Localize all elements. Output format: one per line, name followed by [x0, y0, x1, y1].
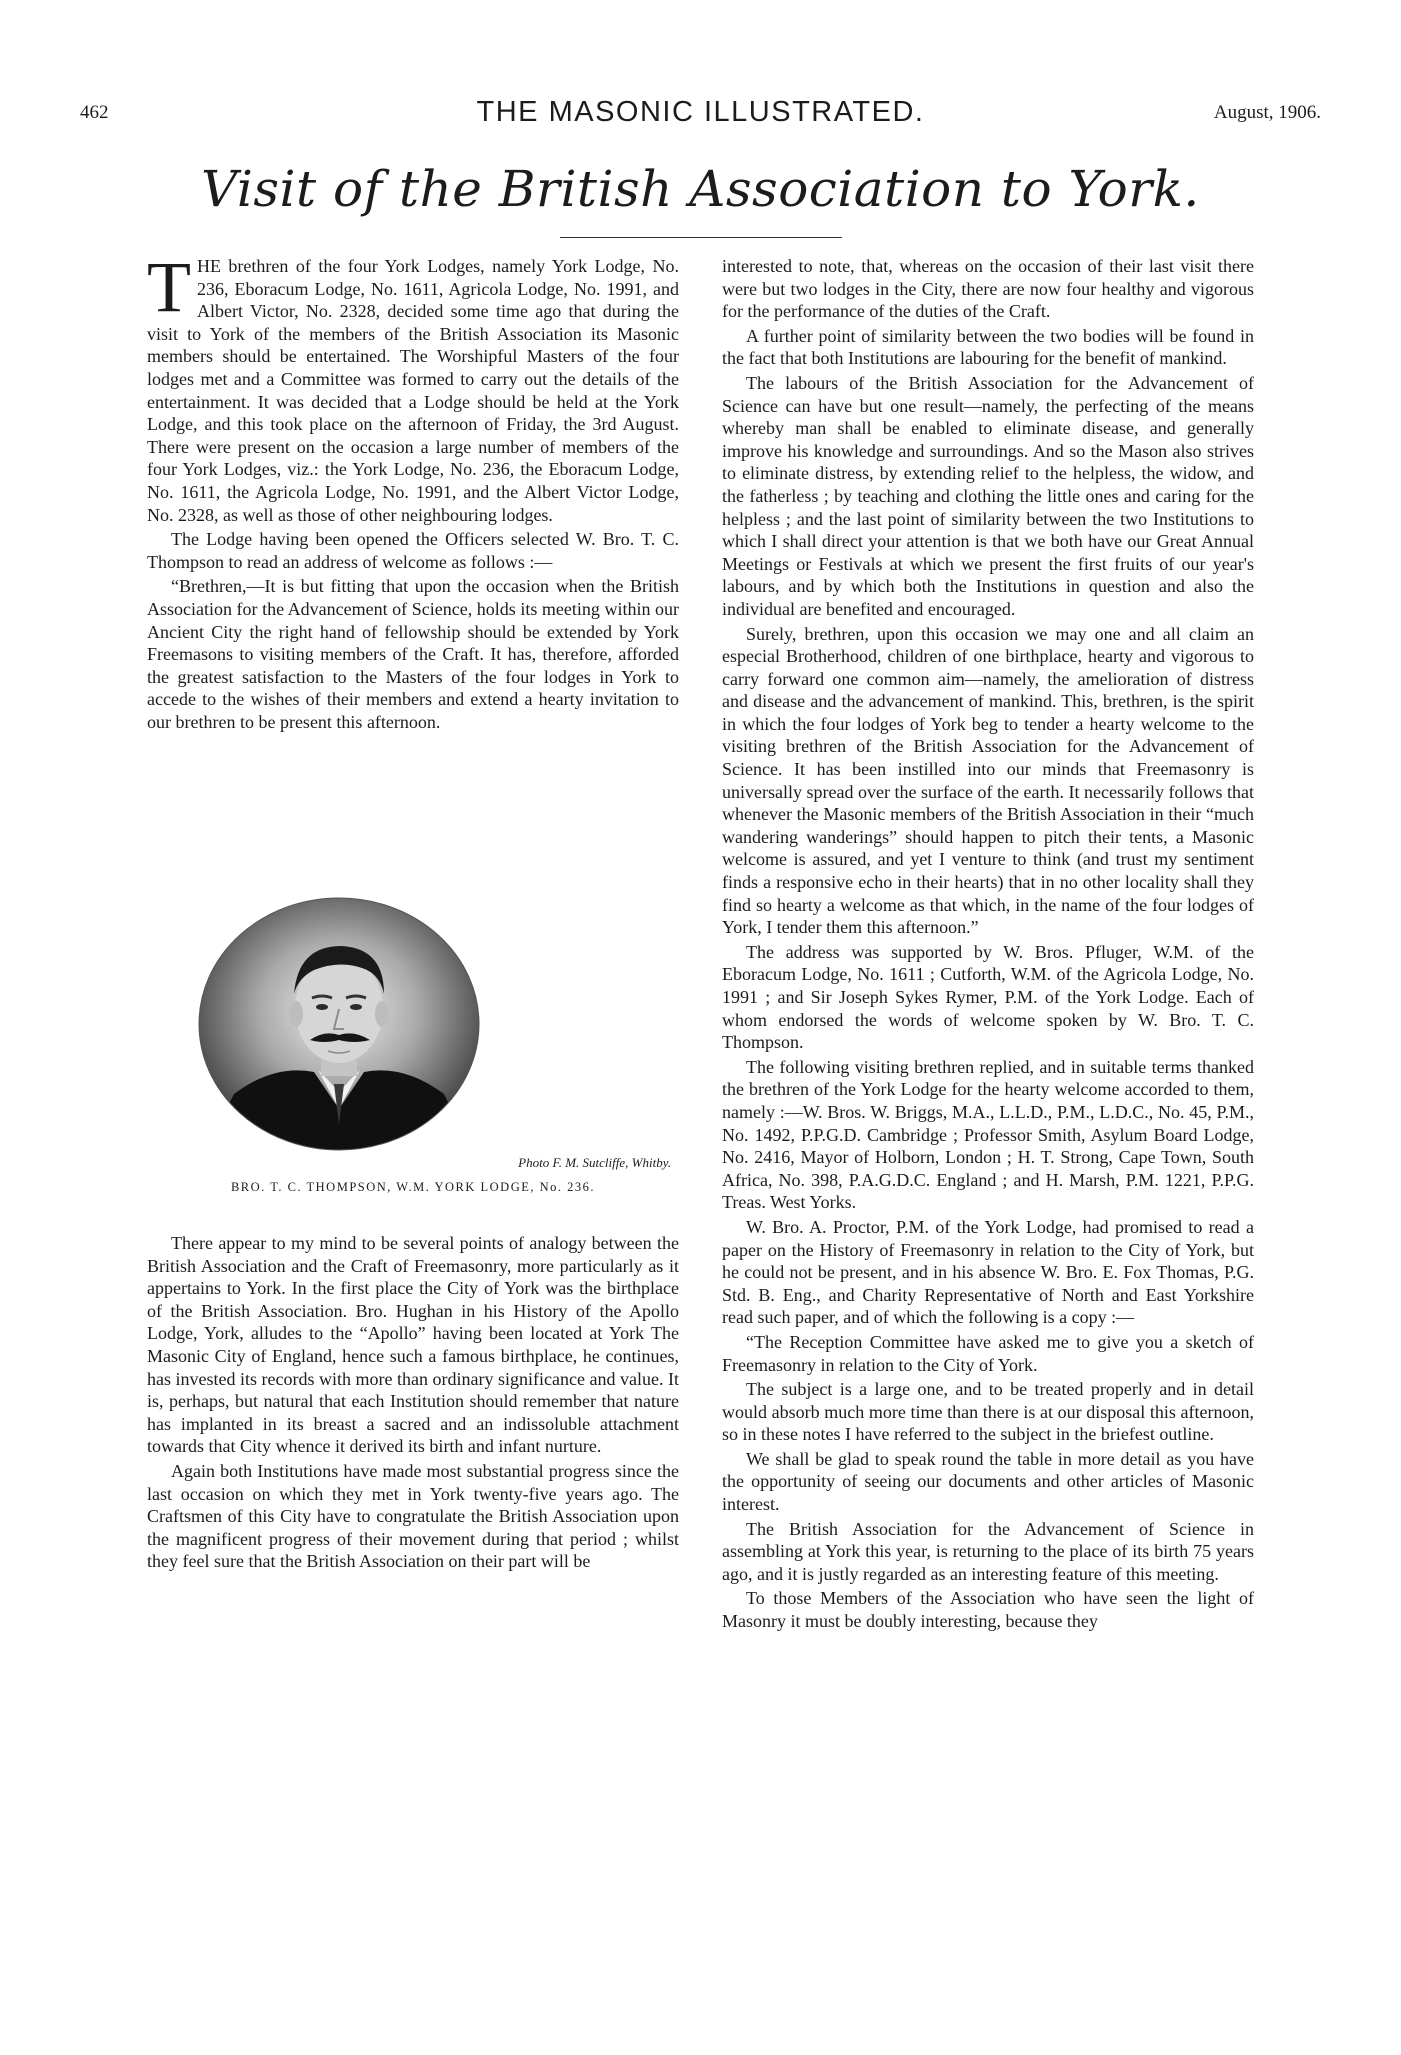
paragraph: There appear to my mind to be several points of analogy between the British Association and the Craft of Freemasonry, more particularly as it appertains to York. In the first place the City of York was the birthplace of the British Association. Bro. Hughan in his History of the Apollo Lodge, York, alludes to the “Apollo” having been located at York The Masonic City of England, hence such a famous birthplace, he continues, has invested its records with more than ordinary significance and value. It is, perhaps, but natural that each Institution should remember that nature has implanted in its breast a sacred and an indissoluble attachment towards that City whence it derived its birth and infant nurture. — [147, 1233, 679, 1457]
paragraph — [147, 247, 679, 526]
drop-cap: T — [147, 247, 191, 327]
paragraph: Surely, brethren, upon this occasion we may one and all claim an especial Brotherhood, children of one birthplace, hearty and vigorous to carry forward one common aim—namely, the amelioration of distress and disease and the advancement of mankind. This, brethren, is the spirit in which the four lodges of York beg to tender a hearty welcome to the visiting brethren of the British Association for the Advancement of Science. It has been instilled into our minds that Freemasonry is universally spread over the surface of the earth. It necessarily follows that whenever the Masonic members of the British Association in their “much wandering wanderings” should happen to pitch their tents, a Masonic welcome is assured, and yet I venture to think (and trust my sentiment finds a responsive echo in their hearts) that in no other locality shall they find so hearty a welcome as that which, in the name of the four lodges of York, I tender them this afternoon.” — [722, 623, 1254, 938]
title-rule — [560, 237, 842, 238]
left-column-bottom — [147, 1232, 679, 1575]
right-column — [722, 255, 1254, 1635]
left-column-top — [147, 247, 679, 735]
portrait-caption: BRO. T. C. THOMPSON, W.M. YORK LODGE, No. 236. — [230, 1180, 596, 1194]
paragraph: The labours of the British Association for the Advancement of Science can have but one result—namely, the perfecting of the means whereby man shall be enabled to eliminate disease, and generally improve his knowledge and surroundings. And so the Mason also strives to eliminate distress, by extending relief to the helpless, the widow, and the fatherless ; by teaching and clothing the little ones and caring for the helpless ; and the last point of similarity between the two Institutions to which I shall direct your attention is that we both have our Great Annual Meetings or Festivals at which we present the first fruits of our year's labours, and by which both the Institutions in question and also the individual are benefited and encouraged. — [722, 372, 1254, 619]
photo-credit: Photo F. M. Sutcliffe, Whitby. — [518, 1155, 671, 1170]
masthead — [80, 96, 1321, 132]
paragraph: The British Association for the Advancement of Science in assembling at York this year, is returning to the place of its birth 75 years ago, and it is justly regarded as an interesting feature of this meeting. — [722, 1518, 1254, 1584]
page-number: 462 — [80, 102, 109, 123]
paragraph-text: HE brethren of the four York Lodges, namely York Lodge, No. 236, Eboracum Lodge, No. 1611, Agricola Lodge, No. 1991, and Albert Victor, No. 2328, decided some time ago that during the visit to York of the members of the British Association its Masonic members should be entertained. The Worshipful Masters of the four lodges met and a Committee was formed to carry out the details of the entertainment. It was decided that a Lodge should be held at the York Lodge, and this took place on the afternoon of Friday, the 3rd August. There were present on the occasion a large number of members of the four York Lodges, viz.: the York Lodge, No. 236, the Eboracum Lodge, No. 1611, the Agricola Lodge, No. 1991, and the Albert Victor Lodge, No. 2328, as well as those of other neighbouring lodges. — [147, 256, 679, 525]
paragraph: A further point of similarity between the two bodies will be found in the fact that both Institutions are labouring for the benefit of mankind. — [722, 325, 1254, 369]
paragraph: W. Bro. A. Proctor, P.M. of the York Lodge, had promised to read a paper on the History of Freemasonry in relation to the City of York, but he could not be present, and in his absence W. Bro. E. Fox Thomas, P.G. Std. B. Eng., and Charity Representative of North and East Yorkshire read such paper, and of which the following is a copy :— — [722, 1216, 1254, 1328]
article-title: Visit of the British Association to York. — [201, 160, 1200, 218]
paragraph: “Brethren,—It is but fitting that upon the occasion when the British Association for the Advancement of Science, holds its meeting within our Ancient City the right hand of fellowship should be extended by York Freemasons to visiting members of the Craft. It has, therefore, afforded the greatest satisfaction to the Masters of the four lodges in York to accede to the wishes of their members and extend a hearty invitation to our brethren to be present this afternoon. — [147, 576, 679, 732]
paragraph: The following visiting brethren replied, and in suitable terms thanked the brethren of the York Lodge for the hearty welcome accorded to them, namely :—W. Bros. W. Briggs, M.A., L.L.D., P.M., L.D.C., No. 45, P.M., No. 1492, P.P.G.D. Cambridge ; Professor Smith, Asylum Board Lodge, No. 2416, Mayor of Holborn, London ; H. T. Strong, Cape Town, South Africa, No. 398, P.A.G.D.C. England ; and H. Marsh, P.M. 1221, P.P.G. Treas. West Yorks. — [722, 1056, 1254, 1213]
paragraph: We shall be glad to speak round the table in more detail as you have the opportunity of seeing our documents and other articles of Masonic interest. — [722, 1448, 1254, 1515]
paragraph: The subject is a large one, and to be treated properly and in detail would absorb much more time than there is at our disposal this afternoon, so in these notes I have referred to the subject in the briefest outline. — [722, 1379, 1254, 1445]
publication-title: THE MASONIC ILLUSTRATED. — [476, 96, 925, 128]
paragraph: The Lodge having been opened the Officers selected W. Bro. T. C. Thompson to read an address of welcome as follows :— — [147, 529, 679, 572]
paragraph: Again both Institutions have made most substantial progress since the last occasion on which they met in York twenty-five years ago. The Craftsmen of this City have to congratulate the British Association upon the magnificent progress of their movement during that period ; whilst they feel sure that the British Association on their part will be — [147, 1460, 679, 1572]
portrait-figure — [147, 894, 679, 1210]
issue-date: August, 1906. — [1213, 102, 1321, 123]
paragraph: “The Reception Committee have asked me to give you a sketch of Freemasonry in relation to the City of York. — [722, 1331, 1254, 1375]
paragraph: interested to note, that, whereas on the occasion of their last visit there were but two lodges in the City, there are now four healthy and vigorous for the performance of the duties of the Craft. — [722, 256, 1254, 322]
paragraph: To those Members of the Association who have seen the light of Masonry it must be doubly interesting, because they — [722, 1588, 1254, 1632]
portrait-photo — [194, 894, 484, 1154]
paragraph: The address was supported by W. Bros. Pfluger, W.M. of the Eboracum Lodge, No. 1611 ; Cutforth, W.M. of the Agricola Lodge, No. 1991 ; and Sir Joseph Sykes Rymer, P.M. of the York Lodge. Each of whom endorsed the words of welcome spoken by W. Bro. T. C. Thompson. — [722, 941, 1254, 1053]
